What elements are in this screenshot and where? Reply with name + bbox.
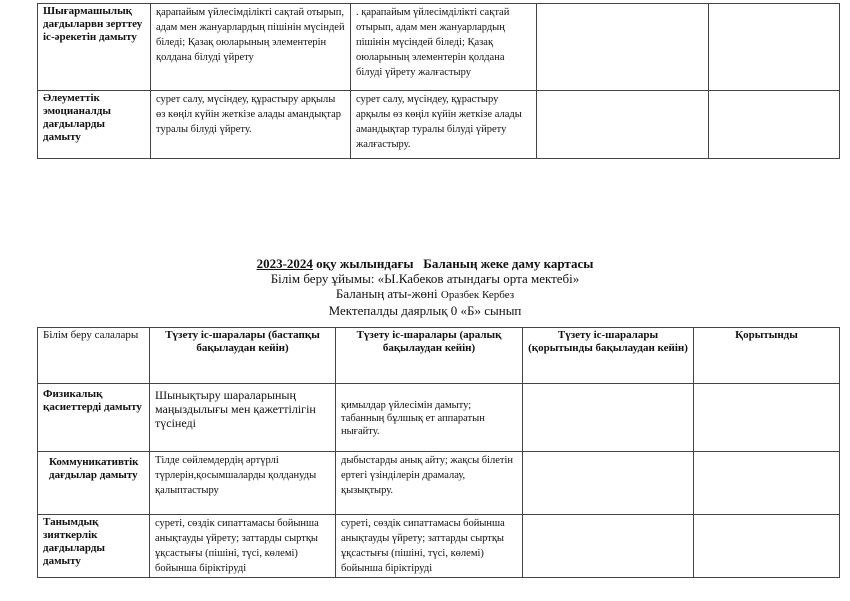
header-cell: [336, 328, 523, 384]
header-intermediate: Түзету іс-шаралары (аралық бақылаудан кейін): [356, 329, 502, 354]
child-name-label: Баланың аты-жөні: [335, 286, 441, 301]
area-cell: [38, 515, 150, 578]
measures-cell: [150, 384, 336, 452]
table-row: [38, 452, 840, 515]
measures-cell: [336, 452, 523, 515]
table-row: [38, 4, 840, 91]
empty-cell: [694, 515, 840, 578]
table-row: [38, 91, 840, 159]
header-initial: Түзету іс-шаралары (бастапқы бақылаудан кейін): [165, 329, 320, 354]
table-row: [38, 384, 840, 452]
child-name: Оразбек Кербез: [440, 289, 515, 301]
header-conclusion: Қорытынды: [735, 329, 798, 341]
table-header-row: [38, 328, 840, 384]
empty-cell: [694, 452, 840, 515]
development-card-table: [37, 327, 840, 578]
organization-line: Білім беру ұйымы: «Ы.Кабеков атындағы орта мектебі»: [270, 271, 580, 286]
area-cell: [38, 384, 150, 452]
measures-cell: [351, 91, 537, 159]
area-label: Шығармашылық дағдыларвн зерттеу іс-әрекетін дамыту: [43, 5, 143, 43]
measures-cell: [150, 515, 336, 578]
area-label: Физикалық қасиеттерді дамыту: [43, 388, 142, 413]
area-cell: [38, 4, 151, 91]
child-name-line: [0, 286, 850, 303]
header-cell: [38, 328, 150, 384]
empty-cell: [523, 384, 694, 452]
header-area: Білім беру салалары: [43, 329, 139, 341]
previous-development-table: [37, 3, 840, 159]
header-cell: [694, 328, 840, 384]
empty-cell: [694, 384, 840, 452]
empty-cell: [537, 4, 709, 91]
measures-cell: [336, 384, 523, 452]
area-label: Әлеуметтік эмоцианалды дағдыларды дамыту: [43, 92, 111, 143]
card-title: [0, 256, 850, 271]
measures-text: суреті, сөздік сипаттамасы бойынша анықтауды үйрету; заттарды сыртқы ұқсастығы (пішіні, түсі, көлемі) бойынша біріктіруді: [155, 518, 319, 574]
measures-text: . қарапайым үйлесімділікті сақтай отырып, адам мен жануарлардың пішінін мүсіндей біледі; Қазақ оюларының элементерін қолдана білуді үйрету жалғастыру: [356, 7, 510, 78]
measures-text: суреті, сөздік сипаттамасы бойынша анықтауды үйрету; заттарды сыртқы ұқсастығы (пішіні, түсі, көлемі) бойынша біріктіруді: [341, 518, 505, 574]
empty-cell: [523, 452, 694, 515]
measures-text: Тілде сөйлемдердің әртүрлі түрлерін,қосымшаларды қолдануды қалыптастыру: [155, 455, 317, 496]
academic-year: 2023-2024: [256, 256, 313, 271]
group-line: Мектепалды даярлық 0 «Б» сынып: [328, 303, 522, 318]
header-cell: [523, 328, 694, 384]
measures-text: қарапайым үйлесімділікті сақтай отырып, адам мен жануарлардың пішінін мүсіндей біледі; Қазақ оюларының элементерін қолдана білуді үйрету: [156, 7, 345, 63]
area-cell: [38, 91, 151, 159]
empty-cell: [537, 91, 709, 159]
card-title-block: [0, 256, 850, 318]
measures-text: сурет салу, мүсіндеу, құрастыру арқылы өз көңіл күйін жеткізе алады амандықтар туралы білуді үйрету.: [156, 94, 342, 135]
header-cell: [150, 328, 336, 384]
table-row: [38, 515, 840, 578]
card-title-text: оқу жылындағы Баланың жеке даму картасы: [312, 256, 594, 271]
empty-cell: [709, 4, 840, 91]
measures-cell: [151, 4, 351, 91]
measures-cell: [151, 91, 351, 159]
measures-text: дыбыстарды анық айту; жақсы білетін ертегі үзінділерін драмалау, қызықтыру.: [341, 455, 514, 496]
measures-cell: [351, 4, 537, 91]
measures-text: қимылдар үйлесімін дамыту; табанның бұлшық ет аппаратын нығайту.: [341, 400, 485, 437]
measures-text: сурет салу, мүсіндеу, құрастыру арқылы өз көңіл күйін жеткізе алады амандықтар туралы білуді үйрету жалғастыру.: [356, 94, 522, 150]
measures-cell: [150, 452, 336, 515]
empty-cell: [709, 91, 840, 159]
area-label: Танымдық зияткерлік дағдыларды дамыту: [43, 516, 106, 567]
empty-cell: [523, 515, 694, 578]
measures-text: Шынықтыру шараларының маңыздылығы мен қажеттілігін түсінеді: [155, 388, 316, 430]
area-label: Коммуникативтік дағдылар дамыту: [49, 456, 139, 481]
header-final: Түзету іс-шаралары (қорытынды бақылаудан кейін): [528, 329, 688, 354]
measures-cell: [336, 515, 523, 578]
area-cell: [38, 452, 150, 515]
